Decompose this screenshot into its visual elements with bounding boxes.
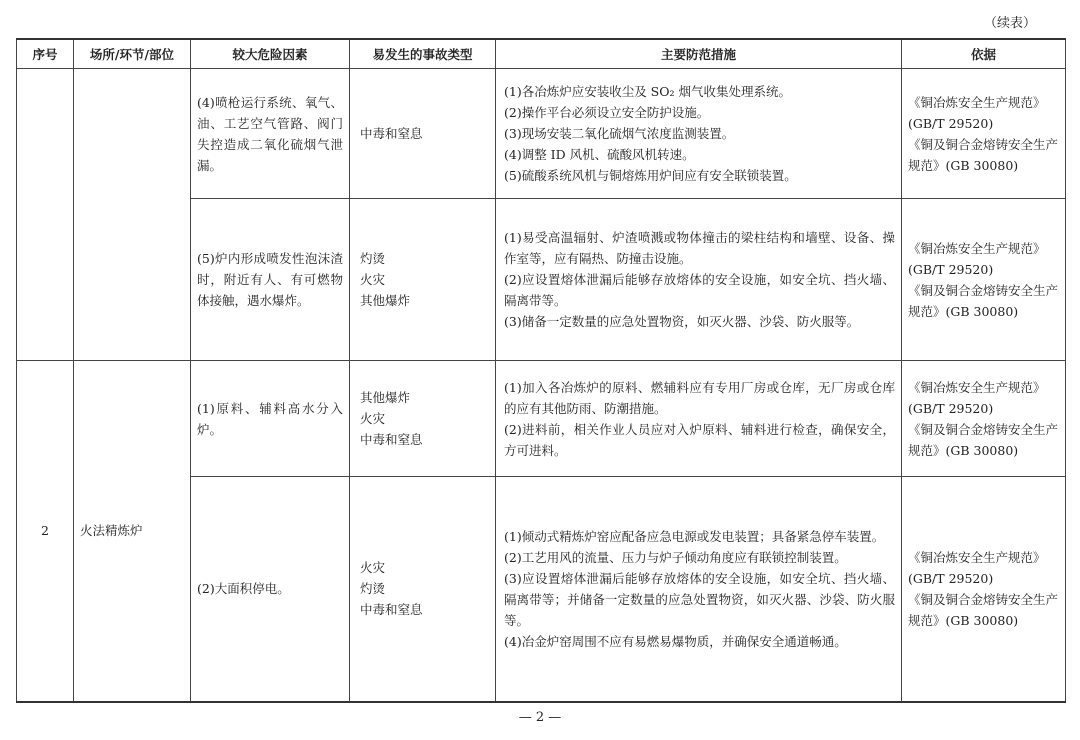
measure-item: (2)工艺用风的流量、压力与炉子倾动角度应有联锁控制装置。 xyxy=(504,549,847,565)
measure-item: (3)应设置熔体泄漏后能够存放熔体的安全设施，如安全坑、挡火墙、隔离带等；并储备一定数量的应急处置物资，如灭火器、沙袋、防火服等。 xyxy=(504,570,895,628)
measures-cell xyxy=(496,477,902,702)
measure-item: (4)调整 ID 风机、硫酸风机转速。 xyxy=(504,147,695,162)
seq-cell: 2 xyxy=(17,361,74,702)
location-cell xyxy=(74,69,191,361)
measure-item: (5)硫酸系统风机与铜熔炼用炉间应有安全联锁装置。 xyxy=(504,168,797,183)
table-row xyxy=(17,69,1066,199)
measure-item: (1)倾动式精炼炉窑应配备应急电源或发电装置；具备紧急停车装置。 xyxy=(504,528,885,544)
header-basis: 依据 xyxy=(902,39,1066,69)
table-row xyxy=(17,361,1066,477)
location-cell: 火法精炼炉 xyxy=(74,361,191,702)
header-location: 场所/环节/部位 xyxy=(74,39,191,69)
measure-item: (2)应设置熔体泄漏后能够存放熔体的安全设施，如安全坑、挡火墙、隔离带等。 xyxy=(504,272,895,308)
hazard-table xyxy=(16,38,1066,703)
basis-cell: 《铜冶炼安全生产规范》(GB/T 29520) 《铜及铜合金熔铸安全生产规范》(GB 30080) xyxy=(902,477,1066,702)
measure-item: (3)现场安装二氧化硫烟气浓度监测装置。 xyxy=(504,126,735,141)
seq-cell xyxy=(17,69,74,361)
measure-item: (1)加入各冶炼炉的原料、燃辅料应有专用厂房或仓库，无厂房或仓库的应有其他防雨、防潮措施。 xyxy=(504,379,895,416)
measure-item: (1)易受高温辐射、炉渣喷溅或物体撞击的梁柱结构和墙壁、设备、操作室等，应有隔热、防撞击设施。 xyxy=(504,230,895,266)
header-measures: 主要防范措施 xyxy=(496,39,902,69)
header-hazard: 较大危险因素 xyxy=(191,39,350,69)
header-seq: 序号 xyxy=(17,39,74,69)
hazard-cell: (5)炉内形成喷发性泡沫渣时，附近有人、有可燃物体接触，遇水爆炸。 xyxy=(191,199,350,361)
measures-cell xyxy=(496,361,902,477)
table-header-row xyxy=(17,39,1066,69)
hazard-cell: (2)大面积停电。 xyxy=(191,477,350,702)
measure-item: (2)进料前，相关作业人员应对入炉原料、辅料进行检查，确保安全，方可进料。 xyxy=(504,421,895,458)
basis-cell: 《铜冶炼安全生产规范》(GB/T 29520) 《铜及铜合金熔铸安全生产规范》(GB 30080) xyxy=(902,199,1066,361)
accident-cell: 火灾 灼烫 中毒和窒息 xyxy=(350,477,496,702)
measures-cell xyxy=(496,69,902,199)
measure-item: (3)储备一定数量的应急处置物资，如灭火器、沙袋、防火服等。 xyxy=(504,314,860,329)
page-number: — 2 — xyxy=(518,710,562,725)
header-accident: 易发生的事故类型 xyxy=(350,39,496,69)
measure-item: (2)操作平台必须设立安全防护设施。 xyxy=(504,105,710,120)
accident-cell: 灼烫 火灾 其他爆炸 xyxy=(350,199,496,361)
hazard-cell: (1)原料、辅料高水分入炉。 xyxy=(191,361,350,477)
basis-cell: 《铜冶炼安全生产规范》(GB/T 29520) 《铜及铜合金熔铸安全生产规范》(GB 30080) xyxy=(902,69,1066,199)
accident-cell: 其他爆炸 火灾 中毒和窒息 xyxy=(350,361,496,477)
accident-cell: 中毒和窒息 xyxy=(350,69,496,199)
hazard-cell: (4)喷枪运行系统、氧气、油、工艺空气管路、阀门失控造成二氧化硫烟气泄漏。 xyxy=(191,69,350,199)
continued-label: （续表） xyxy=(983,16,1036,31)
basis-cell: 《铜冶炼安全生产规范》(GB/T 29520) 《铜及铜合金熔铸安全生产规范》(GB 30080) xyxy=(902,361,1066,477)
measure-item: (1)各冶炼炉应安装收尘及 SO₂ 烟气收集处理系统。 xyxy=(504,84,791,99)
measures-cell xyxy=(496,199,902,361)
measure-item: (4)冶金炉窑周围不应有易燃易爆物质，并确保安全通道畅通。 xyxy=(504,633,847,649)
